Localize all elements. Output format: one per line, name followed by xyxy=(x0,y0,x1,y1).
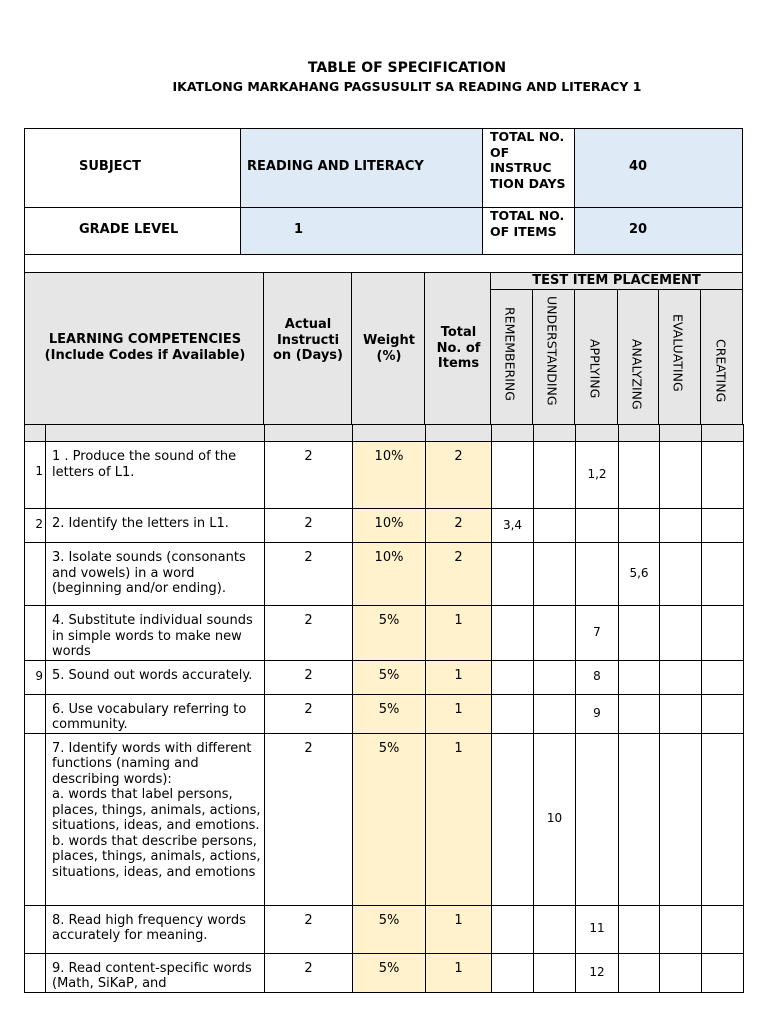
weight-header-label: Weight (%) xyxy=(363,333,415,364)
placement-header xyxy=(490,272,743,290)
days-value: 2 xyxy=(265,606,353,661)
placement-cell xyxy=(619,606,660,661)
placement-cell xyxy=(660,953,702,992)
days-value: 2 xyxy=(265,733,353,905)
placement-cell xyxy=(576,509,619,543)
subject-label: SUBJECT xyxy=(79,159,141,174)
placement-cell xyxy=(660,694,702,733)
placement-cell xyxy=(492,694,534,733)
placement-cell xyxy=(492,733,534,905)
competency-text: 3. Isolate sounds (consonants and vowels) in a word (beginning and/or ending). xyxy=(46,543,265,606)
days-label: TOTAL NO. OF INSTRUC TION DAYS xyxy=(490,129,566,191)
placement-cell xyxy=(492,905,534,953)
row-number xyxy=(25,694,46,733)
placement-cell xyxy=(619,733,660,905)
document-title: TABLE OF SPECIFICATION xyxy=(307,60,507,76)
placement-cell xyxy=(702,953,744,992)
placement-cell xyxy=(702,606,744,661)
placement-cell: 8 xyxy=(576,660,619,694)
days-value: 2 xyxy=(265,509,353,543)
row-number: 1 xyxy=(25,442,46,509)
items-header-label: Total No. of Items xyxy=(436,325,481,371)
placement-cell xyxy=(702,509,744,543)
days-value: 40 xyxy=(629,159,648,174)
placement-cell xyxy=(702,660,744,694)
level-analyzing-label: ANALYZING xyxy=(629,339,645,410)
placement-cell xyxy=(660,660,702,694)
items-value: 1 xyxy=(426,694,492,733)
placement-cell xyxy=(534,509,576,543)
row-number xyxy=(25,733,46,905)
row-number xyxy=(25,543,46,606)
days-header xyxy=(263,272,352,425)
subject-value: READING AND LITERACY xyxy=(247,159,424,174)
competency-text: 9. Read content-specific words (Math, SiKaP, and xyxy=(46,953,265,992)
placement-cell xyxy=(702,694,744,733)
placement-cell: 7 xyxy=(576,606,619,661)
row-number xyxy=(25,905,46,953)
placement-cell xyxy=(619,509,660,543)
level-applying-label: APPLYING xyxy=(587,339,603,399)
days-value: 2 xyxy=(265,543,353,606)
placement-cell: 12 xyxy=(576,953,619,992)
days-header-label: Actual Instructi on (Days) xyxy=(273,317,343,363)
placement-cell xyxy=(660,509,702,543)
grade-value: 1 xyxy=(294,222,304,237)
table-row xyxy=(25,442,744,509)
level-creating-header xyxy=(700,289,743,425)
weight-value: 5% xyxy=(353,660,426,694)
items-label-cell xyxy=(482,207,575,255)
table-row xyxy=(25,543,744,606)
table-row xyxy=(25,509,744,543)
level-understanding-header xyxy=(532,289,575,425)
level-analyzing-header xyxy=(617,289,659,425)
weight-value: 10% xyxy=(353,442,426,509)
placement-cell xyxy=(619,660,660,694)
table-row xyxy=(25,606,744,661)
days-value: 2 xyxy=(265,442,353,509)
level-remembering-header xyxy=(490,289,533,425)
placement-header-label: TEST ITEM PLACEMENT xyxy=(532,273,701,288)
placement-cell xyxy=(660,733,702,905)
weight-value: 5% xyxy=(353,606,426,661)
placement-cell xyxy=(534,660,576,694)
placement-cell xyxy=(534,953,576,992)
level-evaluating-label: EVALUATING xyxy=(670,314,686,392)
placement-cell: 5,6 xyxy=(619,543,660,606)
placement-cell: 11 xyxy=(576,905,619,953)
level-understanding-label: UNDERSTANDING xyxy=(544,296,560,406)
placement-cell xyxy=(534,905,576,953)
table-row xyxy=(25,660,744,694)
spacer-row xyxy=(24,254,743,273)
level-creating-label: CREATING xyxy=(713,339,729,403)
document-subtitle: IKATLONG MARKAHANG PAGSUSULIT SA READING AND LITERACY 1 xyxy=(172,79,642,94)
placement-cell xyxy=(492,606,534,661)
subject-label-cell xyxy=(24,128,241,208)
weight-value: 10% xyxy=(353,543,426,606)
weight-value: 5% xyxy=(353,953,426,992)
placement-cell xyxy=(619,905,660,953)
competency-text: 4. Substitute individual sounds in simple words to make new words xyxy=(46,606,265,661)
placement-cell xyxy=(660,442,702,509)
placement-cell xyxy=(492,543,534,606)
placement-cell xyxy=(619,953,660,992)
placement-cell: 3,4 xyxy=(492,509,534,543)
days-label-cell xyxy=(482,128,575,208)
placement-cell xyxy=(619,694,660,733)
competencies-header-label: LEARNING COMPETENCIES (Include Codes if Available) xyxy=(44,332,246,363)
table-row xyxy=(25,733,744,905)
items-value: 2 xyxy=(426,509,492,543)
weight-header xyxy=(351,272,425,425)
items-header xyxy=(424,272,491,425)
days-value: 2 xyxy=(265,694,353,733)
placement-cell: 10 xyxy=(534,733,576,905)
grade-label-cell xyxy=(24,207,241,255)
items-value: 1 xyxy=(426,905,492,953)
table-row xyxy=(25,905,744,953)
grade-label: GRADE LEVEL xyxy=(79,222,179,237)
days-value: 2 xyxy=(265,905,353,953)
items-value: 1 xyxy=(426,660,492,694)
table-row xyxy=(25,694,744,733)
level-applying-header xyxy=(574,289,618,425)
placement-cell xyxy=(534,694,576,733)
placement-cell xyxy=(492,660,534,694)
placement-cell xyxy=(660,905,702,953)
competency-text: 5. Sound out words accurately. xyxy=(46,660,265,694)
level-evaluating-header xyxy=(658,289,701,425)
days-value: 2 xyxy=(265,660,353,694)
items-label: TOTAL NO. OF ITEMS xyxy=(490,208,565,239)
placement-cell xyxy=(660,543,702,606)
competency-text: 8. Read high frequency words accurately for meaning. xyxy=(46,905,265,953)
level-remembering-label: REMEMBERING xyxy=(502,307,518,401)
days-value-cell xyxy=(574,128,743,208)
placement-cell xyxy=(702,543,744,606)
items-value: 1 xyxy=(426,953,492,992)
placement-cell xyxy=(702,442,744,509)
items-value: 1 xyxy=(426,733,492,905)
row-number: 9 xyxy=(25,660,46,694)
competencies-header xyxy=(24,272,264,425)
competency-text: 7. Identify words with different functions (naming and describing words): a. words that label persons, places, things, animals, actions, situations, ideas, and emotions. b. words that describe persons, places, things, animals, actions, situations, ideas, and emotions xyxy=(46,733,265,905)
days-value: 2 xyxy=(265,953,353,992)
placement-cell xyxy=(702,905,744,953)
placement-cell xyxy=(534,442,576,509)
competency-table xyxy=(24,424,744,993)
items-value-cell xyxy=(574,207,743,255)
weight-value: 5% xyxy=(353,733,426,905)
placement-cell xyxy=(576,543,619,606)
competency-text: 1 . Produce the sound of the letters of L1. xyxy=(46,442,265,509)
placement-cell xyxy=(534,543,576,606)
row-number xyxy=(25,953,46,992)
table-row xyxy=(25,953,744,992)
subject-value-cell xyxy=(240,128,483,208)
grey-divider-row xyxy=(25,425,744,442)
items-value: 2 xyxy=(426,543,492,606)
placement-cell xyxy=(619,442,660,509)
placement-cell xyxy=(576,733,619,905)
row-number: 2 xyxy=(25,509,46,543)
placement-cell xyxy=(492,953,534,992)
weight-value: 10% xyxy=(353,509,426,543)
items-value: 1 xyxy=(426,606,492,661)
competency-text: 6. Use vocabulary referring to community. xyxy=(46,694,265,733)
items-value: 20 xyxy=(629,222,648,237)
grade-value-cell xyxy=(240,207,483,255)
placement-cell: 1,2 xyxy=(576,442,619,509)
placement-cell: 9 xyxy=(576,694,619,733)
weight-value: 5% xyxy=(353,694,426,733)
placement-cell xyxy=(492,442,534,509)
weight-value: 5% xyxy=(353,905,426,953)
row-number xyxy=(25,606,46,661)
items-value: 2 xyxy=(426,442,492,509)
placement-cell xyxy=(660,606,702,661)
placement-cell xyxy=(534,606,576,661)
competency-text: 2. Identify the letters in L1. xyxy=(46,509,265,543)
placement-cell xyxy=(702,733,744,905)
